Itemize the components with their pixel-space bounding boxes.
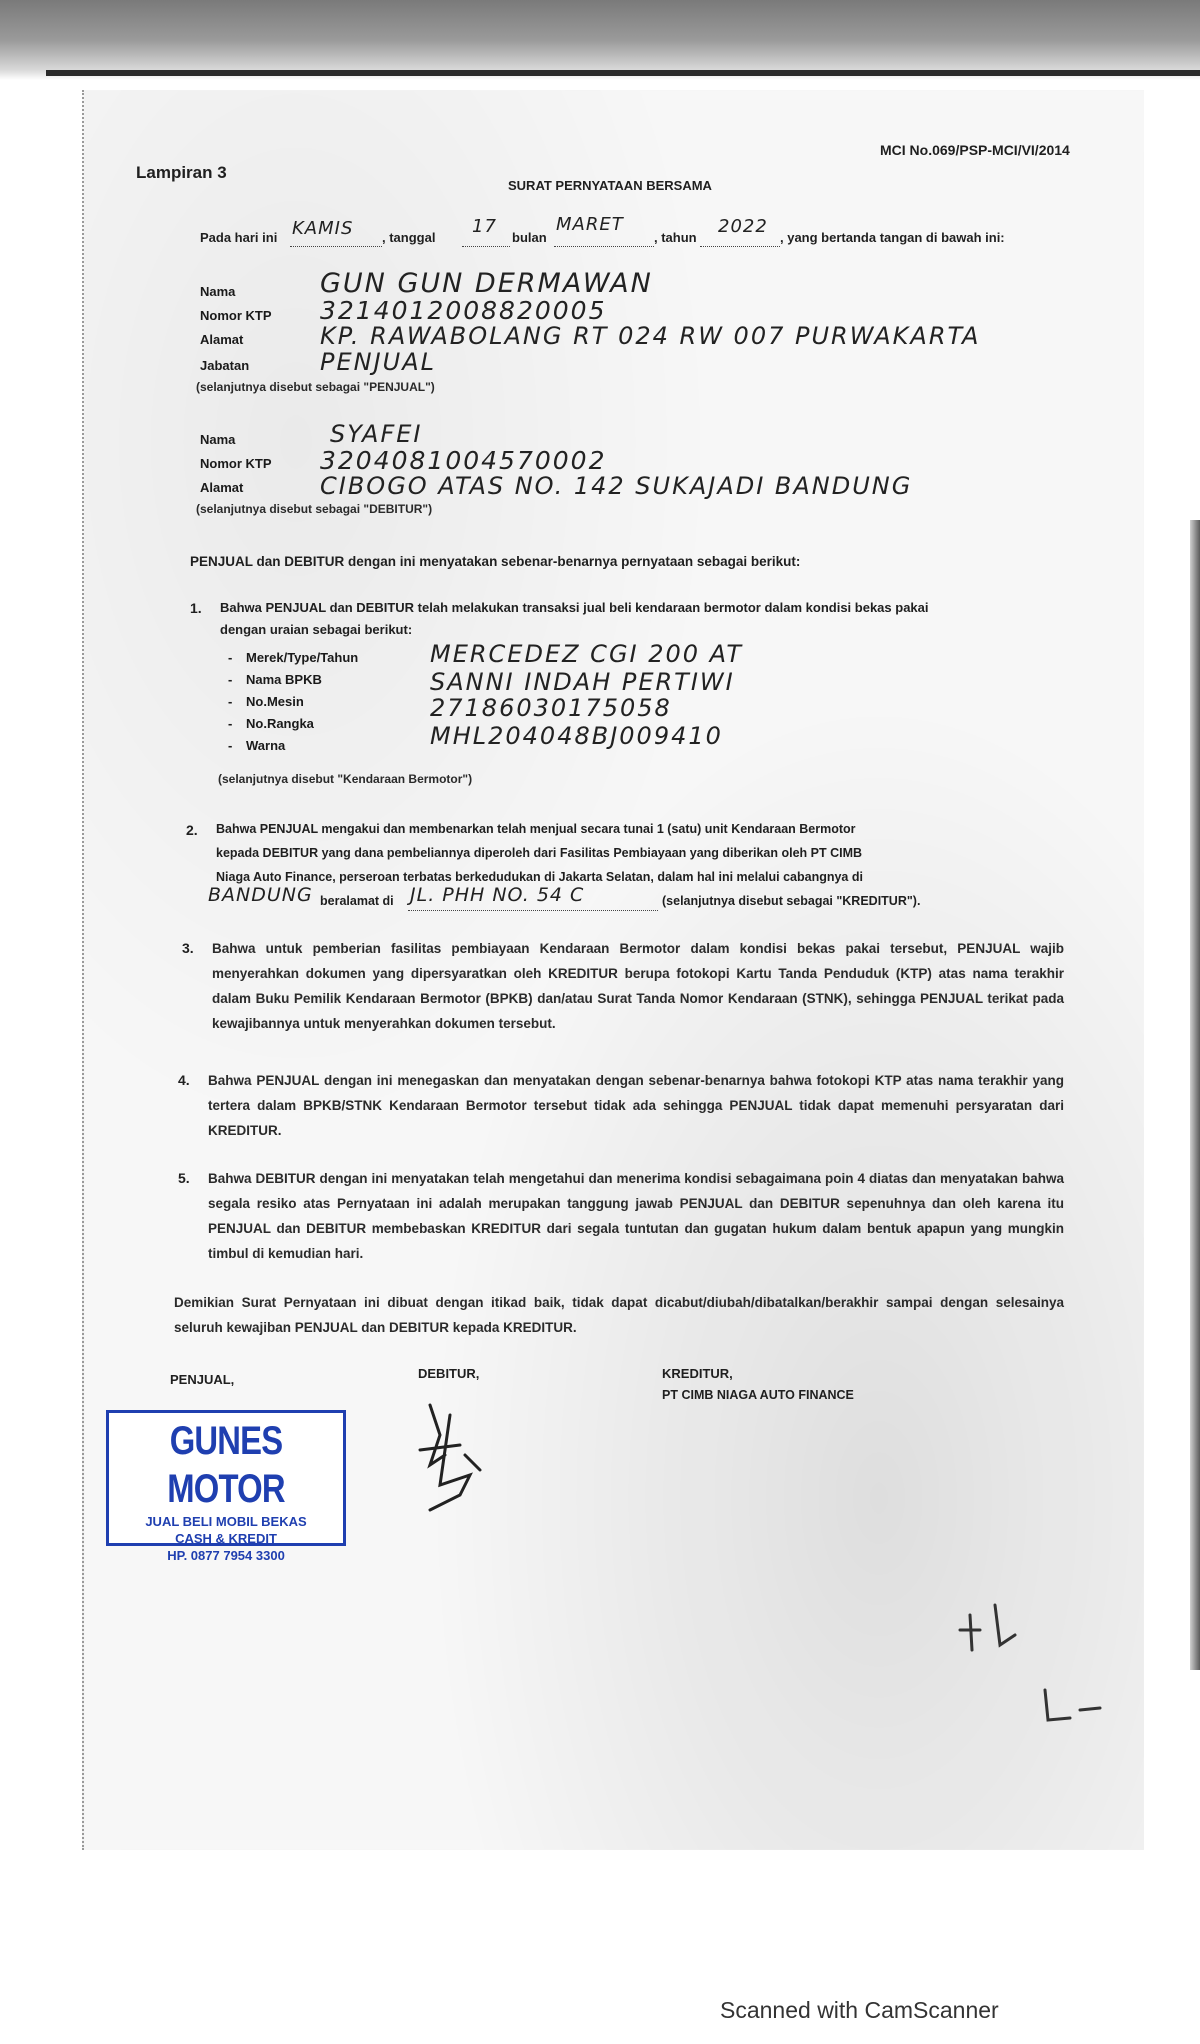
closing-text: Demikian Surat Pernyataan ini dibuat dengan itikad baik, tidak dapat dicabut/diubah/dibatalkan/berakhir sampai dengan selesainya seluruh kewajiban PENJUAL dan DEBITUR kepada KREDITUR. [174,1295,1064,1335]
intro-date: 17 [472,216,497,237]
item2-line4a: beralamat di [320,894,394,908]
seller-label-position: Jabatan [200,358,250,373]
signature-creditor-company: PT CIMB NIAGA AUTO FINANCE [662,1388,854,1402]
vehicle-bullet-1: - [228,650,233,665]
intro-text-3: bulan [512,230,547,245]
item1-number: 1. [190,600,202,616]
intro-text-2: , tanggal [382,230,436,245]
branch-address-dotline [408,910,658,911]
vehicle-bullet-2: - [228,672,233,687]
item2-number: 2. [186,822,198,838]
item2-branch-address: JL. PHH NO. 54 C [410,884,585,906]
seller-position: PENJUAL [320,348,437,376]
intro-text-1: Pada hari ini [200,230,278,245]
seller-label-ktp: Nomor KTP [200,308,272,323]
creditor-initials [950,1590,1050,1670]
date-dotline [462,246,510,247]
debtor-note: (selanjutnya disebut sebagai "DEBITUR") [196,502,433,516]
vehicle-label-brand: Merek/Type/Tahun [246,650,359,665]
vehicle-label-bpkb: Nama BPKB [246,672,322,687]
item3-text: Bahwa untuk pemberian fasilitas pembiayaan Kendaraan Bermotor dalam kondisi bekas pakai tersebut, PENJUAL wajib menyerahkan dokumen yang dipersyaratkan oleh KREDITUR berupa fotokopi Kartu Tanda Penduduk (KTP) atas nama terakhir dalam Buku Pemilik Kendaraan Bermotor (BPKB) dan/atau Surat Tanda Nomor Kendaraan (STNK), sehingga PENJUAL terikat pada kewajibannya untuk menyerahkan dokumen tersebut. [212,941,1064,1031]
vehicle-bullet-3: - [228,694,233,709]
item1-text-b: dengan uraian sebagai berikut: [220,622,413,637]
stamp-title: GUNES MOTOR [167,1419,285,1511]
seller-label-address: Alamat [200,332,244,347]
item2-line1: Bahwa PENJUAL mengakui dan membenarkan telah menjual secara tunai 1 (satu) unit Kendaraan Bermotor [216,822,856,836]
scan-top-shadow [0,0,1200,80]
debtor-address: CIBOGO ATAS NO. 142 SUKAJADI BANDUNG [320,472,913,500]
item5-text: Bahwa DEBITUR dengan ini menyatakan telah mengetahui dan menerima kondisi sebagaimana poin 4 diatas dan menyatakan bahwa segala resiko atas Pernyataan ini adalah merupakan tanggung jawab PENJUAL dan DEBITUR sepenuhnya dan oleh karena itu PENJUAL dan DEBITUR membebaskan KREDITUR dari segala tuntutan dan gugatan hukum dalam bentuk apapun yang mungkin timbul di kemudian hari. [208,1171,1064,1261]
document-reference: MCI No.069/PSP-MCI/VI/2014 [880,142,1070,158]
item2-branch: BANDUNG [208,884,313,906]
seller-ktp: 3214012008820005 [320,296,607,325]
item4-text: Bahwa PENJUAL dengan ini menegaskan dan menyatakan dengan sebenar-benarnya bahwa fotokopi KTP atas nama terakhir yang tertera dalam BPKB/STNK Kendaraan Bermotor tersebut tidak ada sehingga PENJUAL tidak dapat memenuhi persyaratan dari KREDITUR. [208,1073,1064,1138]
seller-address: KP. RAWABOLANG RT 024 RW 007 PURWAKARTA [320,322,981,350]
debtor-signature [400,1395,520,1525]
document-title: SURAT PERNYATAAN BERSAMA [508,178,712,193]
vehicle-bullet-4: - [228,716,233,731]
stamp-line-2: CASH & KREDIT [175,1531,277,1546]
signature-debtor-label: DEBITUR, [418,1366,480,1381]
vehicle-label-chassis: No.Rangka [246,716,314,731]
intro-text-5: , yang bertanda tangan di bawah ini: [780,230,1005,245]
seller-stamp [106,1410,346,1563]
signature-creditor-label: KREDITUR, [662,1366,733,1381]
stamp-line-3: HP. 0877 7954 3300 [167,1548,285,1563]
intro-year: 2022 [718,216,768,237]
day-dotline [290,246,382,247]
month-dotline [554,246,654,247]
item4-number: 4. [178,1072,190,1088]
debtor-label-name: Nama [200,432,236,447]
vehicle-bullet-5: - [228,738,233,753]
margin-mark [1040,1680,1120,1730]
statement-intro: PENJUAL dan DEBITUR dengan ini menyatakan sebenar-benarnya pernyataan sebagai berikut: [190,554,801,569]
item2-line2: kepada DEBITUR yang dana pembeliannya diperoleh dari Fasilitas Pembiayaan yang diberikan oleh PT CIMB [216,846,863,860]
camscanner-footer: Scanned with CamScanner [720,1997,999,2023]
debtor-label-ktp: Nomor KTP [200,456,272,471]
vehicle-brand-value: MERCEDEZ CGI 200 AT [430,640,744,668]
debtor-name: SYAFEI [330,420,423,448]
page-right-edge [1190,520,1200,1670]
intro-day: KAMIS [292,218,354,239]
seller-note: (selanjutnya disebut sebagai "PENJUAL") [196,380,435,394]
seller-name: GUN GUN DERMAWAN [320,268,653,299]
vehicle-chassis-value: MHL204048BJ009410 [430,722,723,750]
lampiran-label: Lampiran 3 [136,163,227,182]
debtor-ktp: 3204081004570002 [320,446,607,475]
vehicle-bpkb-value: SANNI INDAH PERTIWI [430,668,735,696]
year-dotline [700,246,780,247]
vehicle-engine-value: 27186030175058 [430,694,672,722]
item2-line3: Niaga Auto Finance, perseroan terbatas berkedudukan di Jakarta Selatan, dalam hal ini melalui cabangnya di [216,870,863,884]
vehicle-note: (selanjutnya disebut "Kendaraan Bermotor") [218,772,473,786]
item2-line4b: (selanjutnya disebut sebagai "KREDITUR"). [662,894,921,908]
page-edge [46,70,1200,76]
signature-seller-label: PENJUAL, [170,1372,235,1387]
intro-text-4: , tahun [654,230,697,245]
item3-number: 3. [182,940,194,956]
debtor-label-address: Alamat [200,480,244,495]
vehicle-label-color: Warna [246,738,286,753]
item1-text-a: Bahwa PENJUAL dan DEBITUR telah melakukan transaksi jual beli kendaraan bermotor dalam kondisi bekas pakai [220,600,929,615]
stamp-line-1: JUAL BELI MOBIL BEKAS [145,1514,307,1529]
seller-label-name: Nama [200,284,236,299]
item5-number: 5. [178,1170,190,1186]
intro-month: MARET [556,214,624,235]
vehicle-label-engine: No.Mesin [246,694,304,709]
